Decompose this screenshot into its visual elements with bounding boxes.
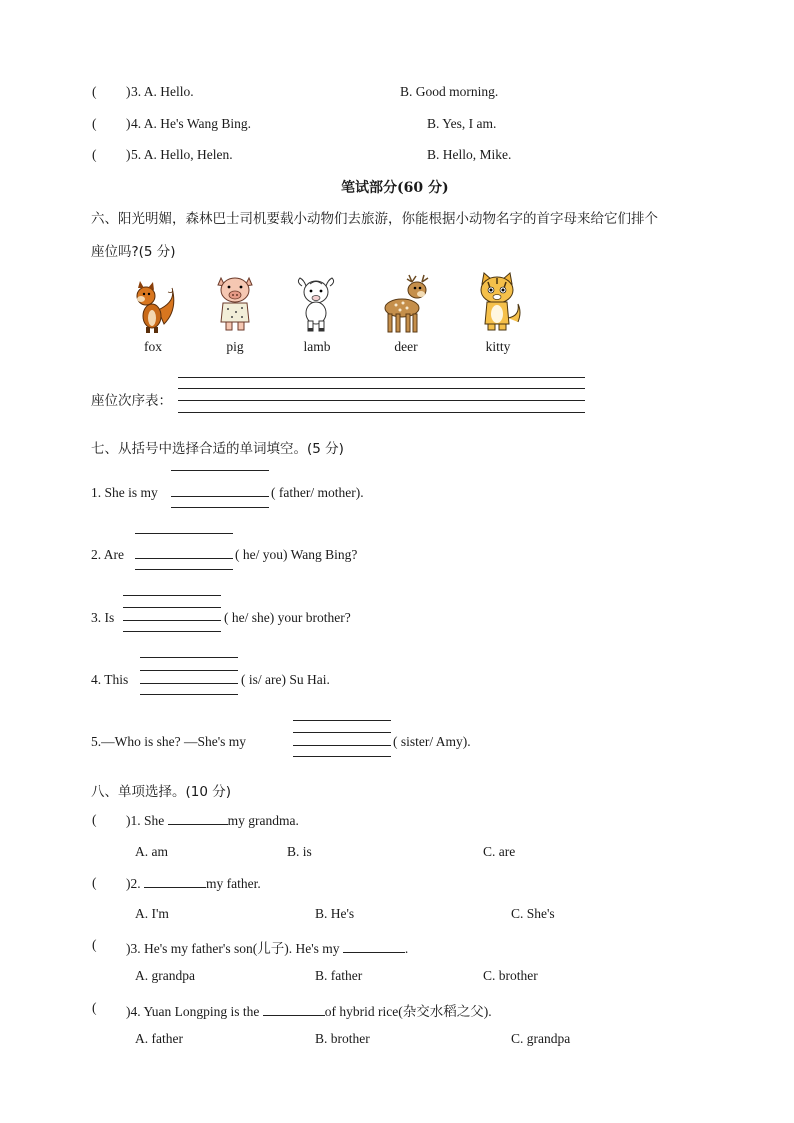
fill-line-decor <box>293 720 391 721</box>
answer-paren-open: ( <box>92 147 97 162</box>
answer-paren-close: ) <box>126 116 131 131</box>
seat-answer-line[interactable] <box>178 377 585 378</box>
answer-paren-close: ) <box>126 84 131 99</box>
fill-line-decor <box>123 631 221 632</box>
fill-line-decor <box>123 607 221 608</box>
fill-line-decor <box>135 569 233 570</box>
fill-item-text: 4. This <box>91 672 129 687</box>
option-b[interactable]: B. father <box>315 968 363 983</box>
fill-item-text: 3. Is <box>91 610 115 625</box>
animal-label: pig <box>226 339 244 354</box>
animal-label: fox <box>144 339 162 354</box>
answer-paren-open: ( <box>92 875 97 890</box>
answer-blank[interactable] <box>168 812 228 825</box>
option-b[interactable]: B. brother <box>315 1031 370 1046</box>
section-7-heading: 七、从括号中选择合适的单词填空。(5 分) <box>91 441 344 457</box>
answer-paren-open: ( <box>92 116 97 131</box>
seat-answer-line[interactable] <box>178 400 585 401</box>
option-a[interactable]: A. I'm <box>135 906 169 921</box>
fill-line-decor <box>135 533 233 534</box>
section-6-heading: 六、阳光明媚，森林巴士司机要载小动物们去旅游，你能根据小动物名字的首字母来给它们排个 <box>91 211 658 227</box>
seat-answer-line[interactable] <box>178 388 585 389</box>
option-b: B. Good morning. <box>400 84 499 99</box>
seat-answer-line[interactable] <box>178 412 585 413</box>
option-b: B. Yes, I am. <box>427 116 497 131</box>
answer-blank[interactable] <box>263 1003 325 1016</box>
fox-icon <box>128 280 178 335</box>
option-b: B. Hello, Mike. <box>427 147 512 162</box>
option-a[interactable]: A. grandpa <box>135 968 195 983</box>
fill-item-text: 1. She is my <box>91 485 158 500</box>
fill-options: ( he/ you) Wang Bing? <box>235 547 358 562</box>
fill-options: ( he/ she) your brother? <box>224 610 351 625</box>
animal-label: lamb <box>303 339 331 354</box>
animal-label: deer <box>394 339 418 354</box>
option-b[interactable]: B. is <box>287 844 312 859</box>
option-c[interactable]: C. grandpa <box>511 1031 571 1046</box>
fill-line-decor <box>171 470 269 471</box>
answer-blank[interactable] <box>343 940 405 953</box>
fill-blank[interactable] <box>140 683 238 684</box>
answer-paren-open: ( <box>92 84 97 99</box>
fill-blank[interactable] <box>171 496 269 497</box>
option-a[interactable]: A. father <box>135 1031 183 1046</box>
fill-line-decor <box>123 595 221 596</box>
section-8-heading: 八、单项选择。(10 分) <box>91 784 232 800</box>
fill-options: ( is/ are) Su Hai. <box>241 672 330 687</box>
answer-blank[interactable] <box>144 875 206 888</box>
option-c[interactable]: C. are <box>483 844 516 859</box>
answer-paren-close: ) <box>126 147 131 162</box>
question-text: )3. He's my father's son(儿子). He's my . <box>126 941 409 956</box>
seat-order-label: 座位次序表： <box>91 393 172 409</box>
pig-icon <box>212 272 258 334</box>
question-text: )4. Yuan Longping is the of hybrid rice(杂交水稻之父). <box>126 1004 492 1019</box>
fill-item-text: 2. Are <box>91 547 124 562</box>
fill-line-decor <box>140 657 238 658</box>
option-a: 5. A. Hello, Helen. <box>131 147 233 162</box>
fill-blank[interactable] <box>293 745 391 746</box>
option-a[interactable]: A. am <box>135 844 168 859</box>
lamb-icon <box>294 276 338 334</box>
kitty-icon <box>474 272 526 334</box>
fill-item-text: 5.—Who is she? —She's my <box>91 734 247 749</box>
fill-options: ( sister/ Amy). <box>393 734 471 749</box>
fill-line-decor <box>293 756 391 757</box>
fill-options: ( father/ mother). <box>271 485 364 500</box>
fill-line-decor <box>140 694 238 695</box>
fill-line-decor <box>140 670 238 671</box>
answer-paren-open: ( <box>92 1000 97 1015</box>
option-b[interactable]: B. He's <box>315 906 355 921</box>
option-a: 4. A. He's Wang Bing. <box>131 116 251 131</box>
fill-blank[interactable] <box>123 620 221 621</box>
fill-line-decor <box>171 507 269 508</box>
option-c[interactable]: C. She's <box>511 906 555 921</box>
question-text: )2. my father. <box>126 876 261 891</box>
written-part-title: 笔试部分(60 分) <box>341 180 449 196</box>
animal-label: kitty <box>485 339 511 354</box>
deer-icon <box>376 274 432 336</box>
option-a: 3. A. Hello. <box>131 84 194 99</box>
fill-blank[interactable] <box>135 558 233 559</box>
fill-line-decor <box>293 732 391 733</box>
section-6-heading-cont: 座位吗?(5 分) <box>91 244 176 260</box>
question-text: )1. She my grandma. <box>126 813 299 828</box>
answer-paren-open: ( <box>92 937 97 952</box>
answer-paren-open: ( <box>92 812 97 827</box>
option-c[interactable]: C. brother <box>483 968 538 983</box>
